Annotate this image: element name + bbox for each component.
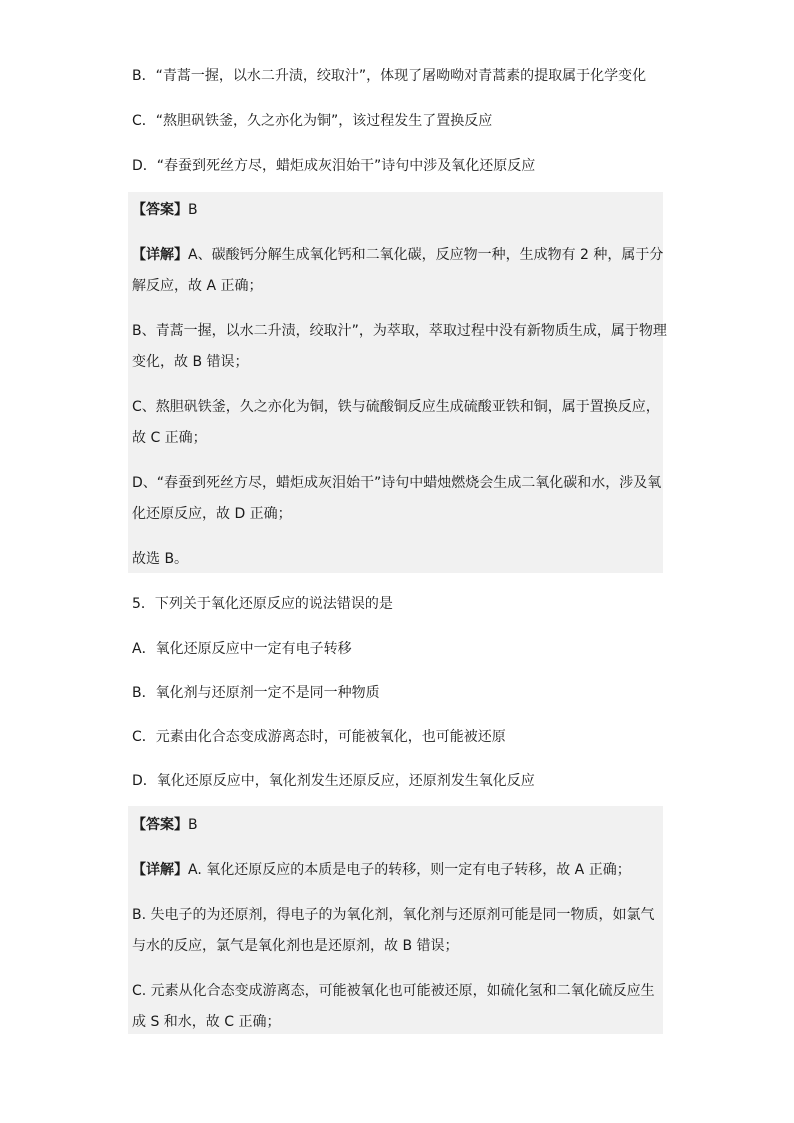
option-d: D．氧化还原反应中，氧化剂发生还原反应，还原剂发生氧化反应 [132,773,535,789]
option-b: B．氧化剂与还原剂一定不是同一种物质 [132,685,380,701]
answer-tag: 【答案】 [132,817,188,833]
detail-line [132,245,663,265]
option-c: C．“熬胆矾铁釜，久之亦化为铜”，该过程发生了置换反应 [132,113,493,129]
detail-tag: 【详解】 [132,247,188,263]
answer-value: B [188,817,198,833]
detail-line [132,860,631,880]
conclusion-line: 故选 B。 [132,551,189,567]
detail-line: B. 失电子的为还原剂，得电子的为氧化剂，氧化剂与还原剂可能是同一物质，如氯气 [132,907,655,923]
answer-tag: 【答案】 [132,202,188,218]
option-a: A．氧化还原反应中一定有电子转移 [132,641,352,657]
detail-line: 化还原反应，故 D 正确； [132,506,292,522]
detail-line: 故 C 正确； [132,430,207,446]
option-b: B．“青蒿一握，以水二升渍，绞取汁”，体现了屠呦呦对青蒿素的提取属于化学变化 [132,68,647,84]
detail-tag: 【详解】 [132,862,188,878]
question-stem: 5．下列关于氧化还原反应的说法错误的是 [132,596,393,612]
detail-line: 成 S 和水，故 C 正确； [132,1014,281,1030]
detail-text: A、碳酸钙分解生成氧化钙和二氧化碳，反应物一种，生成物有 2 种，属于分 [188,247,664,263]
detail-line: D、“春蚕到死丝方尽，蜡炬成灰泪始干”诗句中蜡烛燃烧会生成二氧化碳和水，涉及氧 [132,475,662,491]
detail-line: B、青蒿一握，以水二升渍，绞取汁”，为萃取，萃取过程中没有新物质生成，属于物理 [132,323,667,339]
option-d: D．“春蚕到死丝方尽，蜡炬成灰泪始干”诗句中涉及氧化还原反应 [132,158,536,174]
detail-line: C. 元素从化合态变成游离态，可能被氧化也可能被还原，如硫化氢和二氧化硫反应生 [132,983,655,999]
answer-line [132,200,198,220]
answer-line [132,815,198,835]
detail-line: 变化，故 B 错误； [132,354,249,370]
answer-value: B [188,202,198,218]
option-c: C．元素由化合态变成游离态时，可能被氧化，也可能被还原 [132,729,506,745]
detail-line: 解反应，故 A 正确； [132,278,263,294]
detail-text: A. 氧化还原反应的本质是电子的转移，则一定有电子转移，故 A 正确； [188,862,631,878]
detail-line: 与水的反应，氯气是氧化剂也是还原剂，故 B 错误； [132,938,459,954]
detail-line: C、熬胆矾铁釜，久之亦化为铜，铁与硫酸铜反应生成硫酸亚铁和铜，属于置换反应， [132,399,660,415]
